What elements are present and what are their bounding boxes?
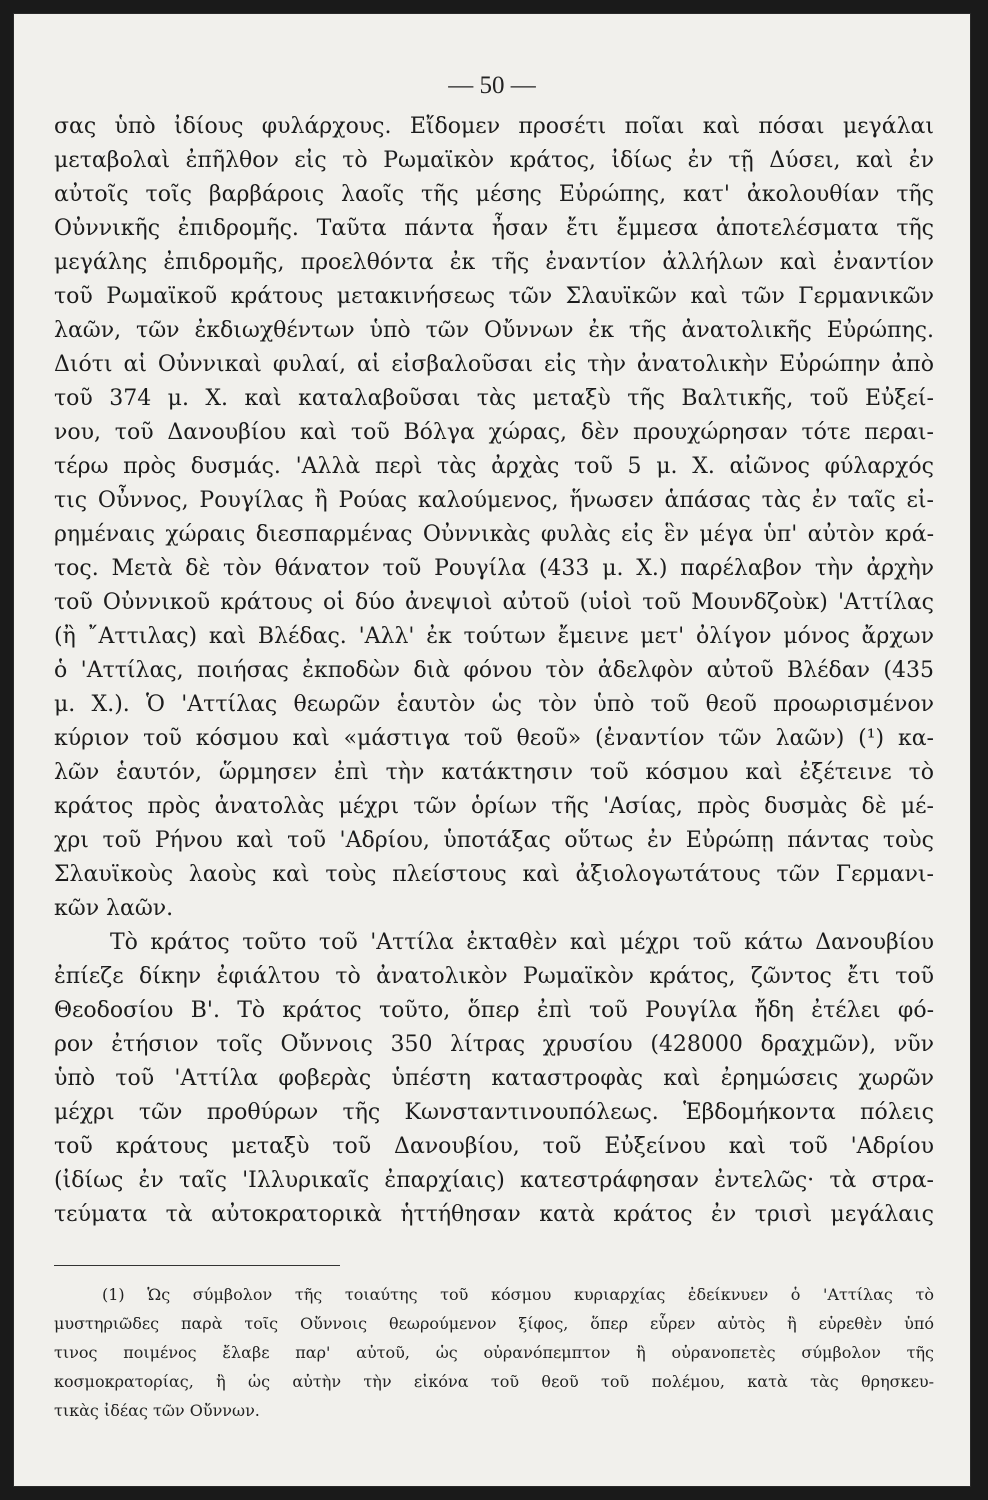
text-line: τοῦ Οὐννικοῦ κράτους οἱ δύο ἀνεψιοὶ αὐτοῦ (υἱοὶ τοῦ Μουνδζοὺκ) 'Αττίλας xyxy=(54,590,934,615)
text-line: μ. Χ.). Ὁ 'Αττίλας θεωρῶν ἑαυτὸν ὡς τὸν ὑπὸ τοῦ θεοῦ προωρισμένον xyxy=(54,692,934,717)
text-line: σας ὑπὸ ἰδίους φυλάρχους. Εἴδομεν προσέτι ποῖαι καὶ πόσαι μεγάλαι xyxy=(54,114,934,139)
book-page xyxy=(14,14,970,1486)
text-line: ὁ 'Αττίλας, ποιήσας ἐκποδὼν διὰ φόνου τὸν ἀδελφὸν αὐτοῦ Βλέδαν (435 xyxy=(54,658,934,683)
text-line: τέρω πρὸς δυσμάς. 'Αλλὰ περὶ τὰς ἀρχὰς τοῦ 5 μ. Χ. αἰῶνος φύλαρχός xyxy=(54,454,934,479)
text-line: Τὸ κράτος τοῦτο τοῦ 'Αττίλα ἐκταθὲν καὶ μέχρι τοῦ κάτω Δανουβίου xyxy=(110,930,934,955)
text-line: κῶν λαῶν. xyxy=(54,896,174,921)
text-line: τεύματα τὰ αὐτοκρατορικὰ ἡττήθησαν κατὰ κράτος ἐν τρισὶ μεγάλαις xyxy=(54,1202,934,1227)
text-line: μέχρι τῶν προθύρων τῆς Κωνσταντινουπόλεως. Ἑβδομήκοντα πόλεις xyxy=(54,1100,934,1125)
text-line: τις Οὖννος, Ρουγίλας ἢ Ρούας καλούμενος, ἥνωσεν ἁπάσας τὰς ἐν ταῖς εἰ- xyxy=(54,488,934,513)
text-line: Σλαυϊκοὺς λαοὺς καὶ τοὺς πλείστους καὶ ἀξιολογωτάτους τῶν Γερμανι- xyxy=(54,862,934,887)
text-line: Οὐννικῆς ἐπιδρομῆς. Ταῦτα πάντα ἦσαν ἔτι ἔμμεσα ἀποτελέσματα τῆς xyxy=(54,216,934,241)
text-line: κράτος πρὸς ἀνατολὰς μέχρι τῶν ὁρίων τῆς 'Ασίας, πρὸς δυσμὰς δὲ μέ- xyxy=(54,794,934,819)
text-line: ρον ἐτήσιον τοῖς Οὔννοις 350 λίτρας χρυσίου (428000 δραχμῶν), νῦν xyxy=(54,1032,934,1057)
footnote-divider xyxy=(54,1265,340,1266)
text-line: κύριον τοῦ κόσμου καὶ «μάστιγα τοῦ θεοῦ» (ἐναντίον τῶν λαῶν) (¹) κα- xyxy=(54,726,934,751)
text-line: τοῦ Ρωμαϊκοῦ κράτους μετακινήσεως τῶν Σλαυϊκῶν καὶ τῶν Γερμανικῶν xyxy=(54,284,934,309)
footnote-line: τικὰς ἰδέας τῶν Οὔννων. xyxy=(54,1401,260,1420)
main-text xyxy=(54,110,934,1232)
footnote-line: τινος ποιμένος ἔλαβε παρ' αὐτοῦ, ὡς οὐρανόπεμπτον ἢ οὐρανοπετὲς σύμβολον τῆς xyxy=(54,1343,934,1362)
text-line: ἐπίεζε δίκην ἐφιάλτου τὸ ἀνατολικὸν Ρωμαϊκὸν κράτος, ζῶντος ἔτι τοῦ xyxy=(54,964,934,989)
text-line: μεταβολαὶ ἐπῆλθον εἰς τὸ Ρωμαϊκὸν κράτος, ἰδίως ἐν τῇ Δύσει, καὶ ἐν xyxy=(54,148,934,173)
text-line: λαῶν, τῶν ἐκδιωχθέντων ὑπὸ τῶν Οὔννων ἐκ τῆς ἀνατολικῆς Εὐρώπης. xyxy=(54,318,934,343)
footnote-line: (1) Ὡς σύμβολον τῆς τοιαύτης τοῦ κόσμου κυριαρχίας ἐδείκνυεν ὁ 'Αττίλας τὸ xyxy=(102,1285,934,1304)
text-line: τοῦ 374 μ. Χ. καὶ καταλαβοῦσαι τὰς μεταξὺ τῆς Βαλτικῆς, τοῦ Εὐξεί- xyxy=(54,386,934,411)
footnote-line: κοσμοκρατορίας, ἢ ὡς αὐτὴν τὴν εἰκόνα τοῦ θεοῦ τοῦ πολέμου, κατὰ τὰς θρησκευ- xyxy=(54,1372,934,1391)
text-line: ρημέναις χώραις διεσπαρμένας Οὐννικὰς φυλὰς εἰς ἓν μέγα ὑπ' αὐτὸν κρά- xyxy=(54,522,934,547)
text-line: (ἢ ῎Αττιλας) καὶ Βλέδας. 'Αλλ' ἐκ τούτων ἔμεινε μετ' ὀλίγον μόνος ἄρχων xyxy=(54,624,934,649)
text-line: νου, τοῦ Δανουβίου καὶ τοῦ Βόλγα χώρας, δὲν προυχώρησαν τότε περαι- xyxy=(54,420,934,445)
text-line: μεγάλης ἐπιδρομῆς, προελθόντα ἐκ τῆς ἐναντίον ἀλλήλων καὶ ἐναντίον xyxy=(54,250,934,275)
text-line: τος. Μετὰ δὲ τὸν θάνατον τοῦ Ρουγίλα (433 μ. Χ.) παρέλαβον τὴν ἀρχὴν xyxy=(54,556,934,581)
text-line: τοῦ κράτους μεταξὺ τοῦ Δανουβίου, τοῦ Εὐξείνου καὶ τοῦ 'Αδρίου xyxy=(54,1134,934,1159)
footnote-line: μυστηριῶδες παρὰ τοῖς Οὔννοις θεωρούμενον ξίφος, ὅπερ εὗρεν αὐτὸς ἢ εὑρεθὲν ὑπό xyxy=(54,1314,934,1333)
text-line: Διότι αἱ Οὐννικαὶ φυλαί, αἱ εἰσβαλοῦσαι εἰς τὴν ἀνατολικὴν Εὐρώπην ἀπὸ xyxy=(54,352,934,377)
text-line: Θεοδοσίου Β'. Τὸ κράτος τοῦτο, ὅπερ ἐπὶ τοῦ Ρουγίλα ἤδη ἐτέλει φό- xyxy=(54,998,934,1023)
text-line: λῶν ἑαυτόν, ὥρμησεν ἐπὶ τὴν κατάκτησιν τοῦ κόσμου καὶ ἐξέτεινε τὸ xyxy=(54,760,934,785)
text-line: αὐτοῖς τοῖς βαρβάροις λαοῖς τῆς μέσης Εὐρώπης, κατ' ἀκολουθίαν τῆς xyxy=(54,182,934,207)
text-line: χρι τοῦ Ρήνου καὶ τοῦ 'Αδρίου, ὑποτάξας οὕτως ἐν Εὐρώπῃ πάντας τοὺς xyxy=(54,828,934,853)
footnote xyxy=(54,1280,934,1425)
text-line: ὑπὸ τοῦ 'Αττίλα φοβερὰς ὑπέστη καταστροφὰς καὶ ἐρημώσεις χωρῶν xyxy=(54,1066,934,1091)
page-number: — 50 — xyxy=(448,72,536,99)
text-line: (ἰδίως ἐν ταῖς 'Ιλλυρικαῖς ἐπαρχίαις) κατεστράφησαν ἐντελῶς· τὰ στρα- xyxy=(54,1168,934,1193)
